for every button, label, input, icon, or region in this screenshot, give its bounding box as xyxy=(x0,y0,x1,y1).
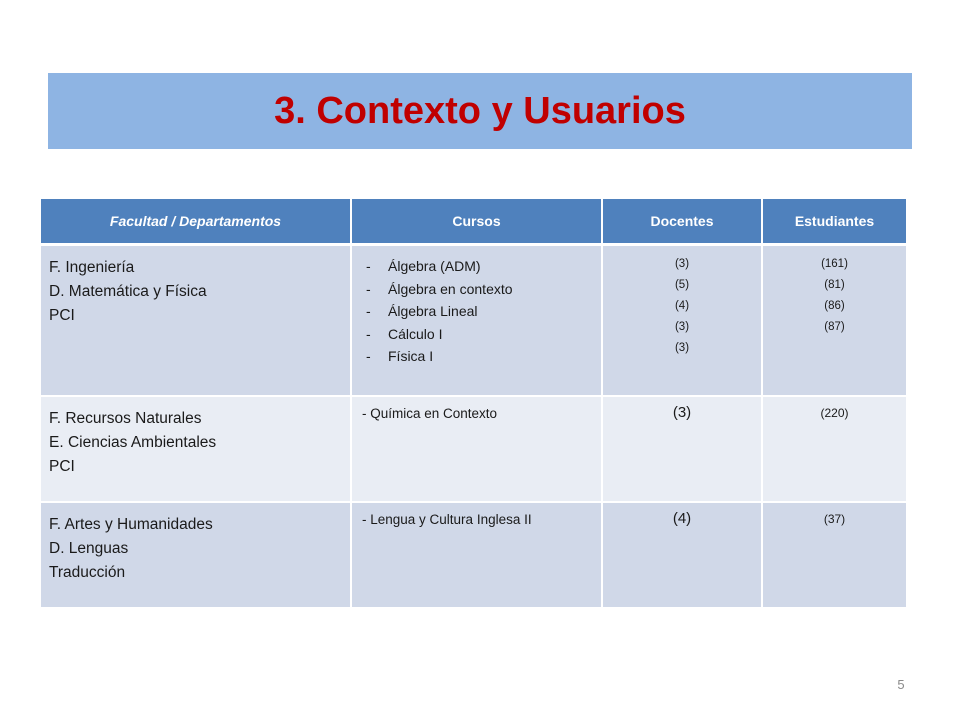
course-label: Física I xyxy=(388,348,434,364)
facultad-line: D. Lenguas xyxy=(49,539,129,557)
docentes-count: (3) xyxy=(672,403,692,421)
docentes-count: (4) xyxy=(672,509,692,527)
estudiantes-count: (81) xyxy=(824,279,845,291)
facultad-line: PCI xyxy=(49,307,75,324)
facultad-line: PCI xyxy=(49,457,75,475)
table-header-row xyxy=(41,199,906,245)
list-dash: - xyxy=(366,325,371,342)
list-dash: - xyxy=(366,303,371,319)
course-item xyxy=(366,278,601,301)
course-label: Álgebra en contexto xyxy=(388,280,513,297)
facultad-line: Traducción xyxy=(49,563,126,581)
course-label: Álgebra (ADM) xyxy=(388,258,481,274)
facultad-cell xyxy=(41,245,351,396)
docentes-cell xyxy=(602,245,762,396)
course-label: - Química en Contexto xyxy=(362,405,498,421)
header-estudiantes: Estudiantes xyxy=(762,199,906,245)
list-dash: - xyxy=(366,280,371,297)
list-dash: - xyxy=(366,258,371,274)
table-row xyxy=(41,245,906,396)
cursos-cell xyxy=(351,245,602,396)
header-facultad: Facultad / Departamentos xyxy=(41,199,351,245)
estudiantes-count: (37) xyxy=(823,511,846,526)
table-row xyxy=(41,396,906,502)
docentes-count: (3) xyxy=(674,258,690,270)
page-number: 5 xyxy=(897,677,905,692)
cursos-cell xyxy=(351,396,602,502)
header-docentes: Docentes xyxy=(602,199,762,245)
estudiantes-cell xyxy=(762,502,906,608)
facultad-line: E. Ciencias Ambientales xyxy=(49,433,217,451)
estudiantes-cell xyxy=(762,396,906,502)
estudiantes-cell xyxy=(762,245,906,396)
facultad-line: F. Ingeniería xyxy=(49,259,135,276)
title-banner xyxy=(48,73,912,149)
docentes-cell xyxy=(602,396,762,502)
estudiantes-count: (87) xyxy=(824,321,845,333)
facultad-cell xyxy=(41,396,351,502)
docentes-count: (4) xyxy=(674,300,690,312)
estudiantes-count: (86) xyxy=(824,300,845,312)
estudiantes-count: (220) xyxy=(820,405,849,420)
docentes-count: (3) xyxy=(674,321,690,333)
course-list xyxy=(352,246,601,368)
facultad-cell xyxy=(41,502,351,608)
list-dash: - xyxy=(366,348,371,364)
course-label: - Lengua y Cultura Inglesa II xyxy=(362,511,532,527)
course-label: Álgebra Lineal xyxy=(388,303,478,319)
docentes-count: (5) xyxy=(674,279,690,291)
header-cursos: Cursos xyxy=(351,199,602,245)
course-label: Cálculo I xyxy=(388,325,443,342)
course-item xyxy=(366,345,601,368)
estudiantes-count: (161) xyxy=(821,258,848,270)
facultad-line: F. Recursos Naturales xyxy=(49,409,202,427)
course-item xyxy=(366,300,601,323)
users-table xyxy=(41,199,906,609)
course-item xyxy=(366,323,601,346)
docentes-count: (3) xyxy=(674,342,690,354)
docentes-cell xyxy=(602,502,762,608)
slide-title: 3. Contexto y Usuarios xyxy=(274,89,686,132)
table-row xyxy=(41,502,906,608)
cursos-cell xyxy=(351,502,602,608)
course-item xyxy=(366,255,601,278)
facultad-line: F. Artes y Humanidades xyxy=(49,515,213,533)
facultad-line: D. Matemática y Física xyxy=(49,283,207,300)
